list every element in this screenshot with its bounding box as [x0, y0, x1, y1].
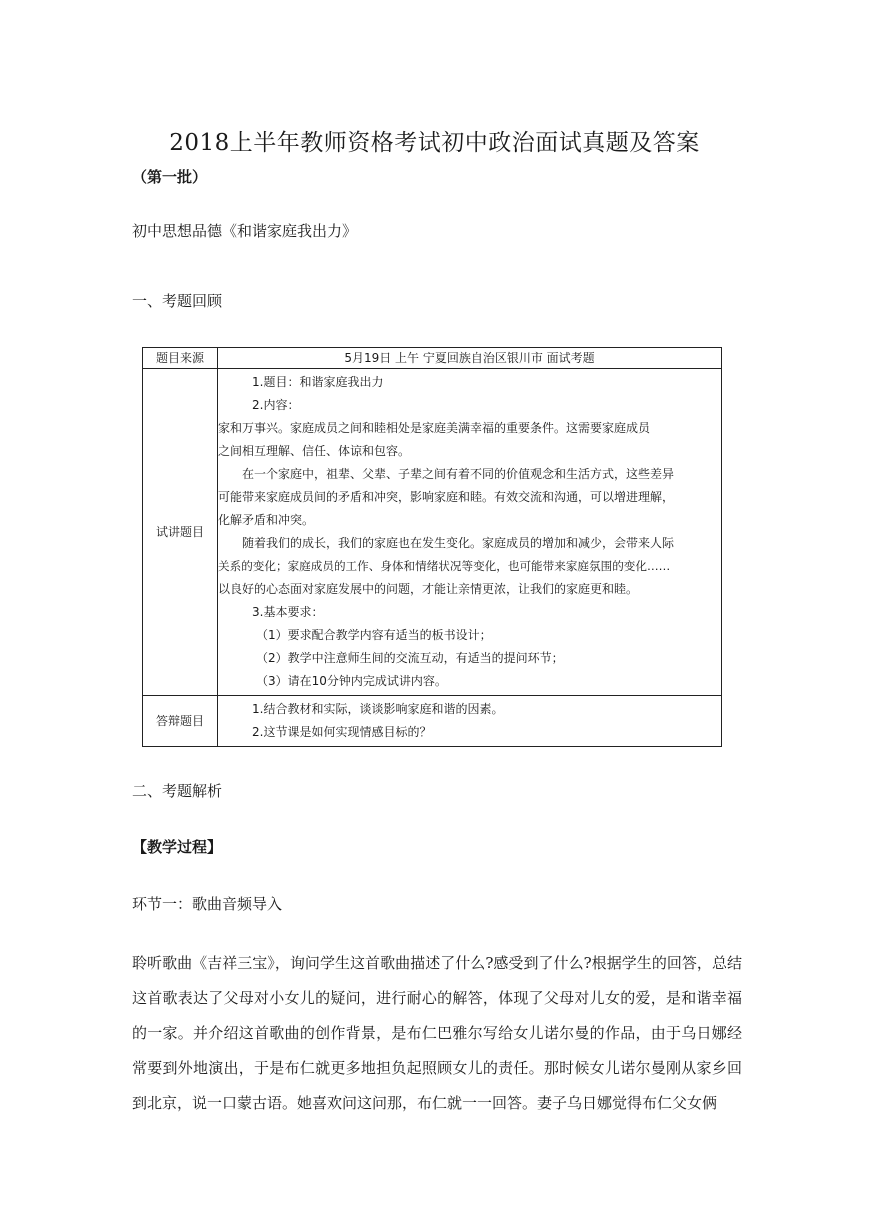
- lecture-line: 在一个家庭中，祖辈、父辈、子辈之间有着不同的价值观念和生活方式，这些差异: [242, 467, 675, 481]
- defense-label: 答辩题目: [143, 696, 218, 747]
- lecture-line: 以良好的心态面对家庭发展中的问题，才能让亲情更浓，让我们的家庭更和睦。: [218, 582, 639, 596]
- section-heading-analysis: 二、考题解析: [132, 782, 223, 800]
- lecture-line: 关系的变化；家庭成员的工作、身体和情绪状况等变化，也可能带来家庭氛围的变化……: [218, 559, 671, 573]
- batch-label: （第一批）: [132, 168, 208, 186]
- defense-line: 1.结合教材和实际，谈谈影响家庭和谐的因素。: [252, 702, 504, 716]
- table-header-label: 题目来源: [143, 348, 218, 369]
- defense-content: [218, 696, 722, 747]
- lecture-line: 家和万事兴。家庭成员之间和睦相处是家庭美满幸福的重要条件。这需要家庭成员: [218, 421, 651, 435]
- lecture-line: 1.题目：和谐家庭我出力: [252, 375, 384, 389]
- section-heading-review: 一、考题回顾: [132, 292, 223, 310]
- lecture-line: 随着我们的成长，我们的家庭也在发生变化。家庭成员的增加和减少，会带来人际: [242, 536, 675, 550]
- lecture-line: （3）请在10分钟内完成试讲内容。: [256, 674, 447, 688]
- lecture-line: 可能带来家庭成员间的矛盾和冲突，影响家庭和睦。有效交流和沟通，可以增进理解，: [218, 490, 675, 504]
- lecture-label: 试讲题目: [143, 369, 218, 696]
- lecture-content: [218, 369, 722, 696]
- subject-line: 初中思想品德《和谐家庭我出力》: [132, 222, 358, 240]
- teaching-process-heading: 【教学过程】: [132, 838, 223, 856]
- body-paragraph: 聆听歌曲《吉祥三宝》，询问学生这首歌曲描述了什么?感受到了什么?根据学生的回答，总结这首歌表达了父母对小女儿的疑问，进行耐心的解答，体现了父母对儿女的爱，是和谐幸福的一家。并介绍这首歌曲的创作背景，是布仁巴雅尔写给女儿诺尔曼的作品，由于乌日娜经常要到外地演出，于是布仁就更多地担负起照顾女儿的责任。那时候女儿诺尔曼刚从家乡回到北京，说一口蒙古语。她喜欢问这问那，布仁就一一回答。妻子乌日娜觉得布仁父女俩: [132, 954, 742, 1112]
- defense-line: 2.这节课是如何实现情感目标的？: [252, 725, 432, 739]
- table-header-value: 5月19日 上午 宁夏回族自治区银川市 面试考题: [218, 348, 722, 369]
- lecture-line: （2）教学中注意师生间的交流互动，有适当的提问环节；: [256, 651, 564, 665]
- step-one-heading: 环节一：歌曲音频导入: [132, 895, 283, 913]
- lecture-line: 化解矛盾和冲突。: [218, 513, 315, 527]
- lecture-line: （1）要求配合教学内容有适当的板书设计；: [256, 628, 492, 642]
- lecture-line: 2.内容：: [252, 398, 300, 412]
- page-title: 2018上半年教师资格考试初中政治面试真题及答案: [169, 130, 700, 156]
- exam-question-table: [142, 347, 722, 747]
- lecture-line: 之间相互理解、信任、体谅和包容。: [218, 444, 411, 458]
- lecture-line: 3.基本要求：: [252, 605, 324, 619]
